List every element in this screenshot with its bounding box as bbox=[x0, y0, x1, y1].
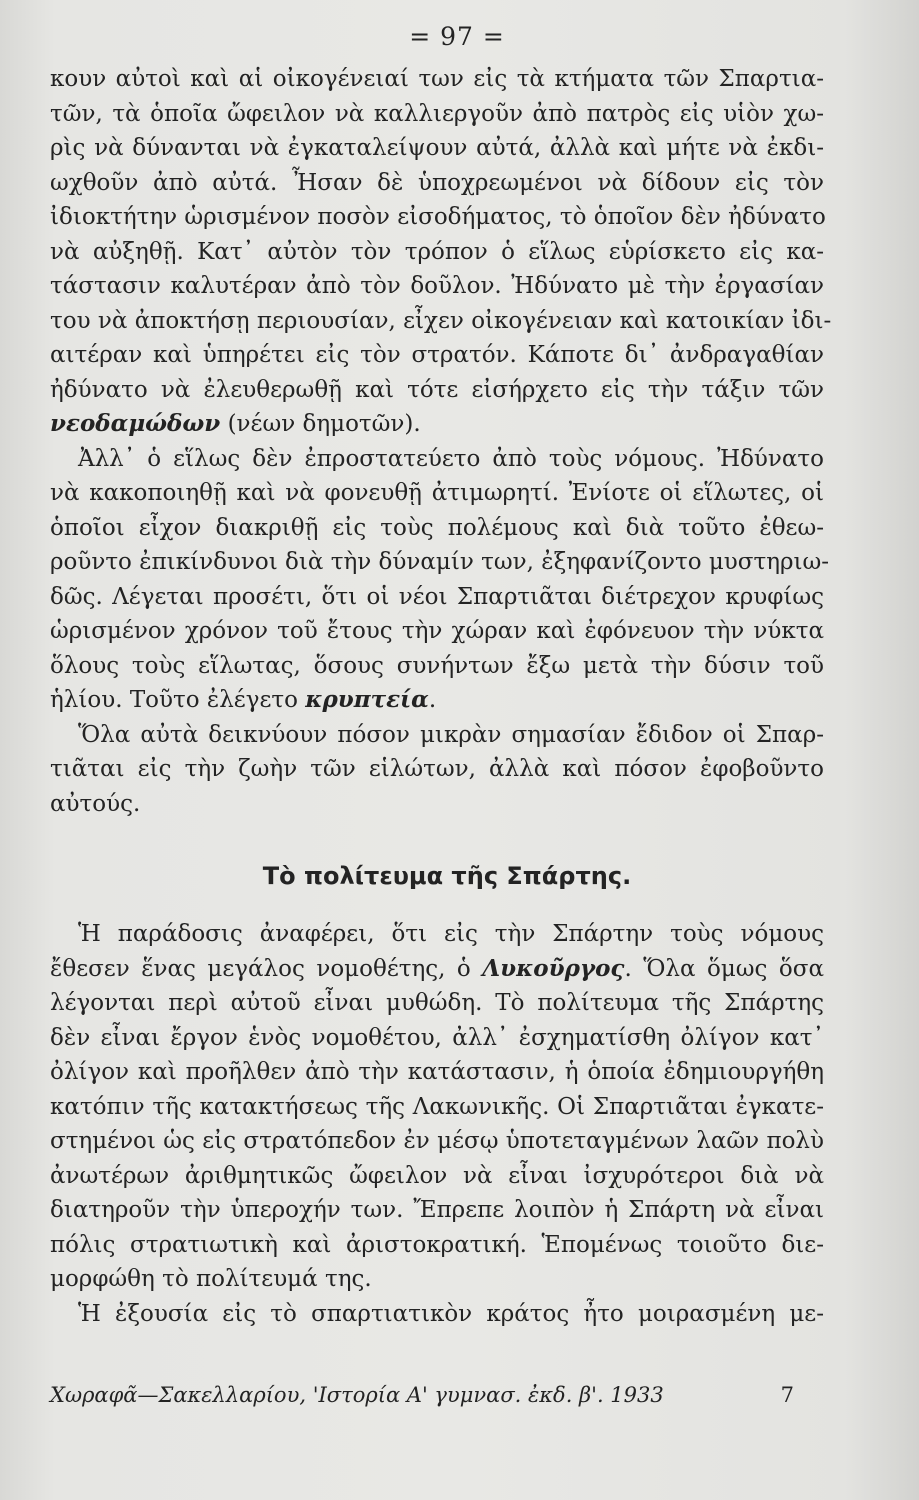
text-line: κουν αὐτοὶ καὶ αἱ οἰκογένειαί των εἰς τὰ κτήματα τῶν Σπαρτια- bbox=[50, 66, 824, 92]
term-krypteia: κρυπτεία bbox=[305, 686, 429, 713]
page-footer bbox=[50, 1380, 824, 1410]
text-fragment: ἡλίου. Τοῦτο ἐλέγετο bbox=[50, 687, 306, 713]
text-fragment: . Ὅλα ὅμως ὅσα bbox=[624, 955, 824, 982]
text-line: ὅλους τοὺς εἵλωτας, ὅσους συνήντων ἔξω μετὰ τὴν δύσιν τοῦ bbox=[50, 652, 824, 679]
text-line: ρὶς νὰ δύνανται νὰ ἐγκαταλείψουν αὐτά, ἀλλὰ καὶ μήτε νὰ ἐκδι- bbox=[50, 135, 824, 161]
text-fragment: ἔθεσεν ἕνας μεγάλος νομοθέτης, ὁ bbox=[50, 955, 483, 982]
paragraph-krypteia bbox=[50, 442, 830, 718]
text-line: αὐτούς. bbox=[50, 790, 141, 817]
paragraph-lycurgus bbox=[50, 917, 824, 1297]
text-fragment: (νέων δημοτῶν). bbox=[220, 411, 421, 437]
text-line: στημένοι ὡς εἰς στρατόπεδον ἐν μέσῳ ὑποτεταγμένων λαῶν πολὺ bbox=[50, 1128, 824, 1154]
text-line: Ἡ ἐξουσία εἰς τὸ σπαρτιατικὸν κράτος ἦτο μοιρασμένη με- bbox=[78, 1300, 824, 1327]
text-line: διατηροῦν τὴν ὑπεροχήν των. Ἔπρεπε λοιπὸν ἡ Σπάρτη νὰ εἶναι bbox=[50, 1197, 824, 1223]
text-fragment: . bbox=[428, 687, 437, 713]
text-line: κατόπιν τῆς κατακτήσεως τῆς Λακωνικῆς. Οἱ Σπαρτιᾶται ἐγκατε- bbox=[50, 1093, 824, 1120]
term-neodamodeis: νεοδαμώδων bbox=[50, 410, 221, 437]
text-line: τάστασιν καλυτέραν ἀπὸ τὸν δοῦλον. Ἠδύνατο μὲ τὴν ἐργασίαν bbox=[50, 273, 824, 299]
footer-signature-number: 7 bbox=[780, 1383, 794, 1407]
text-line bbox=[50, 407, 824, 442]
text-line: μορφώθη τὸ πολίτευμά της. bbox=[50, 1266, 372, 1292]
text-line: Ὅλα αὐτὰ δεικνύουν πόσον μικρὰν σημασίαν ἔδιδον οἱ Σπαρ- bbox=[78, 721, 824, 748]
text-line: ὁποῖοι εἶχον διακριθῇ εἰς τοὺς πολέμους καὶ διὰ τοῦτο ἐθεω- bbox=[50, 514, 824, 541]
paragraph-helot-conditions bbox=[50, 62, 832, 442]
text-line: ὡρισμένον χρόνον τοῦ ἔτους τὴν χώραν καὶ ἐφόνευον τὴν νύκτα bbox=[50, 618, 824, 644]
text-line: ἠδύνατο νὰ ἐλευθερωθῇ καὶ τότε εἰσήρχετο εἰς τὴν τάξιν τῶν bbox=[50, 376, 824, 403]
paragraph-summary bbox=[50, 718, 824, 822]
paragraph-authority bbox=[50, 1297, 824, 1332]
text-line bbox=[50, 683, 824, 718]
text-line: λέγονται περὶ αὐτοῦ εἶναι μυθώδη. Τὸ πολίτευμα τῆς Σπάρτης bbox=[50, 990, 824, 1016]
text-line: ωχθοῦν ἀπὸ αὐτά. Ἦσαν δὲ ὑποχρεωμένοι νὰ δίδουν εἰς τὸν bbox=[50, 169, 824, 196]
page-number: = 97 = bbox=[409, 22, 505, 51]
text-line: ροῦντο ἐπικίνδυνοι διὰ τὴν δύναμίν των, ἐξηφανίζοντο μυστηριω- bbox=[50, 549, 830, 575]
text-line: δῶς. Λέγεται προσέτι, ὅτι οἱ νέοι Σπαρτιᾶται διέτρεχον κρυφίως bbox=[50, 583, 824, 610]
text-line: τῶν, τὰ ὁποῖα ὤφειλον νὰ καλλιεργοῦν ἀπὸ πατρὸς εἰς υἱὸν χω- bbox=[50, 100, 824, 127]
text-line: του νὰ ἀποκτήσῃ περιουσίαν, εἶχεν οἰκογένειαν καὶ κατοικίαν ἰδι- bbox=[50, 307, 832, 334]
text-line: νὰ αὐξηθῇ. Κατ᾽ αὐτὸν τὸν τρόπον ὁ εἵλως εὑρίσκετο εἰς κα- bbox=[50, 238, 824, 265]
text-line: ἰδιοκτήτην ὡρισμένον ποσὸν εἰσοδήματος, τὸ ὁποῖον δὲν ἠδύνατο bbox=[50, 204, 826, 230]
term-lycurgus: Λυκοῦργος bbox=[482, 954, 625, 982]
section-heading: Τὸ πολίτευμα τῆς Σπάρτης. bbox=[262, 862, 632, 890]
text-line: ὀλίγον καὶ προῆλθεν ἀπὸ τὴν κατάστασιν, ἡ ὁποία ἐδημιουργήθη bbox=[50, 1059, 824, 1085]
text-line: νὰ κακοποιηθῇ καὶ νὰ φονευθῇ ἀτιμωρητί. Ἐνίοτε οἱ εἵλωτες, οἱ bbox=[50, 480, 824, 506]
text-line: πόλις στρατιωτικὴ καὶ ἀριστοκρατική. Ἑπομένως τοιοῦτο διε- bbox=[50, 1231, 824, 1258]
footer-source: Χωραφᾶ—Σακελλαρίου, 'Ιστορία Α' γυμνασ. ἐκδ. β'. 1933 bbox=[50, 1383, 664, 1407]
text-line: Ἡ παράδοσις ἀναφέρει, ὅτι εἰς τὴν Σπάρτην τοὺς νόμους bbox=[78, 921, 824, 947]
text-line: τιᾶται εἰς τὴν ζωὴν τῶν εἱλώτων, ἀλλὰ καὶ πόσον ἐφοβοῦντο bbox=[50, 756, 824, 782]
text-line: ἀνωτέρων ἀριθμητικῶς ὤφειλον νὰ εἶναι ἰσχυρότεροι διὰ νὰ bbox=[50, 1162, 824, 1189]
text-line: αιτέραν καὶ ὑπηρέτει εἰς τὸν στρατόν. Κάποτε δι᾽ ἀνδραγαθίαν bbox=[50, 342, 824, 368]
text-line bbox=[50, 952, 824, 987]
text-line: δὲν εἶναι ἔργον ἑνὸς νομοθέτου, ἀλλ᾽ ἐσχηματίσθη ὀλίγον κατ᾽ bbox=[50, 1024, 824, 1051]
text-line: Ἀλλ᾽ ὁ εἵλως δὲν ἐπροστατεύετο ἀπὸ τοὺς νόμους. Ἠδύνατο bbox=[78, 445, 824, 472]
